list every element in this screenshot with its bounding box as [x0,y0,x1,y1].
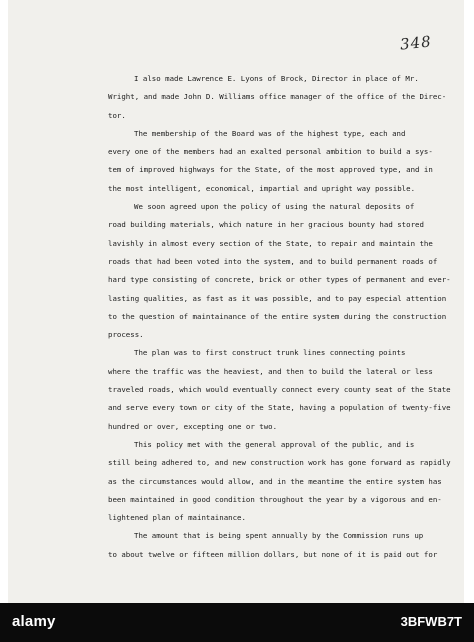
document-page [8,0,464,603]
text-line: the most intelligent, economical, impartial and upright way possible. [108,183,416,193]
watermark-brand-logo: alamy [12,613,56,630]
text-line: lightened plan of maintainance. [108,513,246,523]
text-line: This policy met with the general approval of the public, and is [134,439,415,449]
text-line: where the traffic was the heaviest, and then to build the lateral or less [108,366,433,376]
text-line: been maintained in good condition throughout the year by a vigorous and en- [108,494,442,504]
watermark-image-code: 3BFWB7T [400,614,462,629]
text-line: tor. [108,110,126,120]
text-line: Wright, and made John D. Williams office manager of the office of the Direc- [108,92,447,102]
document-body [108,70,451,564]
text-line: The plan was to first construct trunk lines connecting points [134,348,406,358]
text-line: hard type consisting of concrete, brick or other types of permanent and ever- [108,275,451,285]
text-line: still being adhered to, and new construction work has gone forward as rapidly [108,458,451,468]
text-line: road building materials, which nature in her gracious bounty had stored [108,220,424,230]
text-line: tem of improved highways for the State, of the most approved type, and in [108,165,433,175]
text-line: every one of the members had an exalted personal ambition to build a sys- [108,147,433,157]
page-number: 348 [399,32,433,54]
text-line: lavishly in almost every section of the State, to repair and maintain the [108,238,433,248]
watermark-band [0,603,474,642]
text-line: to the question of maintainance of the entire system during the construction [108,311,447,321]
text-line: to about twelve or fifteen million dollars, but none of it is paid out for [108,549,438,559]
text-line: process. [108,330,144,340]
text-line: The amount that is being spent annually by the Commission runs up [134,531,424,541]
text-line: hundred or over, excepting one or two. [108,421,278,431]
text-line: The membership of the Board was of the highest type, each and [134,128,406,138]
text-line: as the circumstances would allow, and in the meantime the entire system has [108,476,442,486]
text-line: roads that had been voted into the system, and to build permanent roads of [108,256,438,266]
text-line: We soon agreed upon the policy of using the natural deposits of [134,202,415,212]
text-line: traveled roads, which would eventually connect every county seat of the State [108,385,451,395]
text-line: and serve every town or city of the State, having a population of twenty-five [108,403,451,413]
text-line: I also made Lawrence E. Lyons of Brock, Director in place of Mr. [134,74,419,83]
text-line: lasting qualities, as fast as it was possible, and to pay especial attention [108,293,447,303]
